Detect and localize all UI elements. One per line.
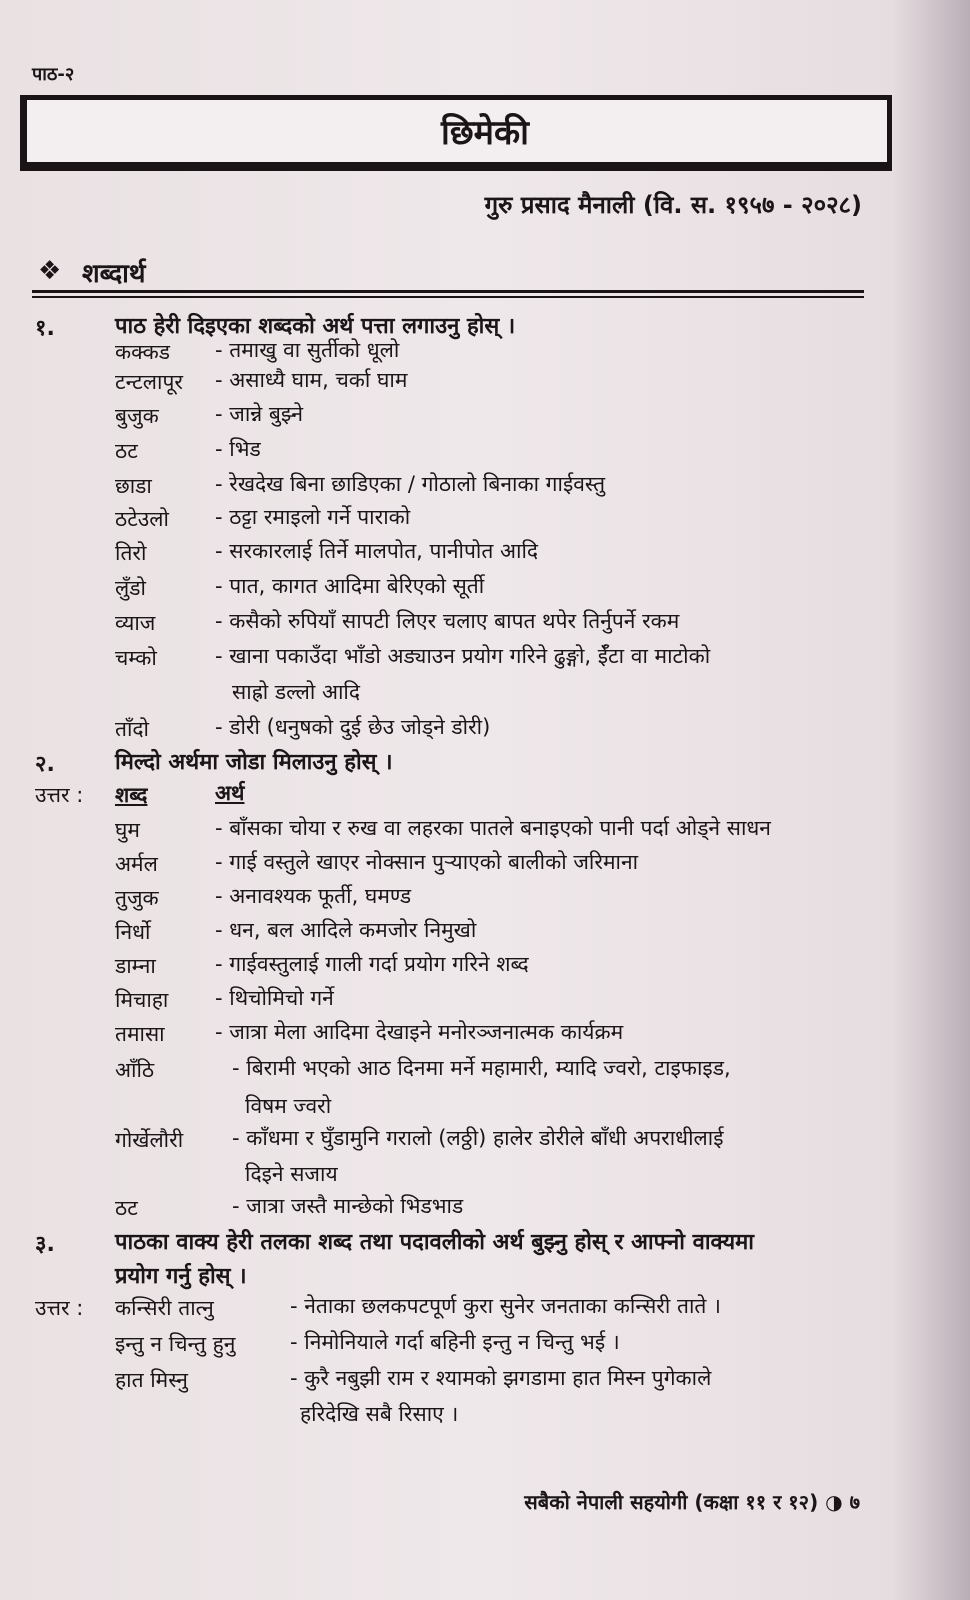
question-number: २. bbox=[35, 752, 55, 777]
word: मिचाहा bbox=[115, 988, 169, 1012]
word: तमासा bbox=[115, 1022, 165, 1046]
meaning: - अनावश्यक फूर्ती, घमण्ड bbox=[215, 884, 412, 908]
meaning: - तमाखु वा सुर्तीको धूलो bbox=[215, 338, 400, 362]
question-text: मिल्दो अर्थमा जोडा मिलाउनु होस् । bbox=[115, 750, 393, 775]
answer-label: उत्तर : bbox=[35, 1296, 84, 1320]
meaning: - निमोनियाले गर्दा बहिनी इन्तु न चिन्तु भई । bbox=[290, 1330, 620, 1354]
diamond-bullet-icon: ❖ bbox=[38, 256, 62, 286]
word: ताँदो bbox=[115, 717, 149, 741]
meaning: - कुरै नबुझी राम र श्यामको झगडामा हात मिस्न पुगेकाले bbox=[290, 1366, 712, 1390]
meaning: - डोरी (धनुषको दुई छेउ जोड्ने डोरी) bbox=[215, 715, 491, 739]
author-line: गुरु प्रसाद मैनाली (वि. स. १९५७ - २०२८) bbox=[484, 191, 862, 219]
word: तुजुक bbox=[115, 886, 159, 910]
meaning-continued: साह्रो डल्लो आदि bbox=[232, 680, 361, 704]
divider bbox=[32, 290, 864, 293]
meaning: - धन, बल आदिले कमजोर निमुखो bbox=[215, 918, 477, 942]
word: चम्को bbox=[115, 646, 157, 670]
word: लुँडो bbox=[115, 576, 146, 600]
word: हात मिस्नु bbox=[115, 1368, 188, 1392]
word: गोर्खेलौरी bbox=[115, 1128, 184, 1152]
meaning: - जात्रा मेला आदिमा देखाइने मनोरञ्जनात्मक कार्यक्रम bbox=[215, 1020, 624, 1044]
meaning: - कसैको रुपियाँ सापटी लिएर चलाए बापत थपेर तिर्नुपर्ने रकम bbox=[215, 609, 680, 633]
page-title: छिमेकी bbox=[441, 113, 529, 153]
question-number: १. bbox=[35, 316, 55, 341]
column-header-word: शब्द bbox=[115, 783, 148, 807]
divider bbox=[32, 296, 864, 298]
meaning: - थिचोमिचो गर्ने bbox=[215, 986, 334, 1010]
word: तिरो bbox=[115, 541, 147, 565]
word: व्याज bbox=[115, 611, 156, 635]
word: टन्टलापूर bbox=[115, 370, 183, 394]
meaning: - काँधमा र घुँडामुनि गरालो (लठ्ठी) हालेर डोरीले बाँधी अपराधीलाई bbox=[232, 1126, 724, 1150]
word: निर्धो bbox=[115, 920, 151, 944]
question-text: पाठ हेरी दिइएका शब्दको अर्थ पत्ता लगाउनु होस् । bbox=[115, 314, 516, 339]
word: आँठि bbox=[115, 1058, 155, 1082]
meaning: - सरकारलाई तिर्ने मालपोत, पानीपोत आदि bbox=[215, 539, 539, 563]
word: डाम्ना bbox=[115, 954, 156, 978]
meaning: - रेखदेख बिना छाडिएका / गोठालो बिनाका गाईवस्तु bbox=[215, 472, 606, 496]
word: छाडा bbox=[115, 474, 152, 498]
meaning: - असाध्यै घाम, चर्का घाम bbox=[215, 368, 408, 392]
meaning-continued: हरिदेखि सबै रिसाए । bbox=[300, 1402, 459, 1426]
word: ठटेउलो bbox=[115, 507, 169, 531]
word: बुजुक bbox=[115, 404, 159, 428]
meaning: - बिरामी भएको आठ दिनमा मर्ने महामारी, म्यादि ज्वरो, टाइफाइड, bbox=[232, 1056, 731, 1080]
word: अर्मल bbox=[115, 852, 158, 876]
meaning: - ठट्टा रमाइलो गर्ने पाराको bbox=[215, 505, 411, 529]
word: ठट bbox=[115, 439, 138, 463]
word: कक्कड bbox=[115, 340, 170, 364]
meaning: - भिड bbox=[215, 437, 261, 461]
meaning-continued: दिइने सजाय bbox=[245, 1162, 338, 1186]
meaning: - नेताका छलकपटपूर्ण कुरा सुनेर जनताका कन्सिरी ताते । bbox=[290, 1294, 722, 1318]
question-number: ३. bbox=[35, 1232, 55, 1257]
meaning: - खाना पकाउँदा भाँडो अड्याउन प्रयोग गरिने ढुङ्गो, ईँटा वा माटोको bbox=[215, 644, 711, 668]
answer-label: उत्तर : bbox=[35, 783, 84, 807]
meaning: - जान्ने बुझ्ने bbox=[215, 402, 304, 426]
meaning: - जात्रा जस्तै मान्छेको भिडभाड bbox=[232, 1194, 464, 1218]
question-text: पाठका वाक्य हेरी तलका शब्द तथा पदावलीको अर्थ बुझ्नु होस् र आफ्नो वाक्यमा bbox=[115, 1230, 754, 1255]
word: कन्सिरी तात्नु bbox=[115, 1296, 214, 1320]
meaning-continued: विषम ज्वरो bbox=[245, 1094, 332, 1118]
meaning: - गाई वस्तुले खाएर नोक्सान पुऱ्याएको बालीको जरिमाना bbox=[215, 850, 639, 874]
question-text-continued: प्रयोग गर्नु होस् । bbox=[115, 1264, 247, 1289]
meaning: - बाँसका चोया र रुख वा लहरका पातले बनाइएको पानी पर्दा ओड्ने साधन bbox=[215, 816, 771, 840]
lesson-label: पाठ-२ bbox=[32, 64, 75, 85]
column-header-meaning: अर्थ bbox=[215, 781, 245, 805]
word: इन्तु न चिन्तु हुनु bbox=[115, 1332, 236, 1356]
meaning: - गाईवस्तुलाई गाली गर्दा प्रयोग गरिने शब्द bbox=[215, 952, 529, 976]
page-footer: सबैको नेपाली सहयोगी (कक्षा ११ र १२) ◑ ७ bbox=[524, 1490, 860, 1514]
section-title: शब्दार्थ bbox=[82, 259, 146, 289]
word: ठट bbox=[115, 1196, 138, 1220]
word: घुम bbox=[115, 818, 140, 842]
meaning: - पात, कागत आदिमा बेरिएको सूर्ती bbox=[215, 574, 485, 598]
